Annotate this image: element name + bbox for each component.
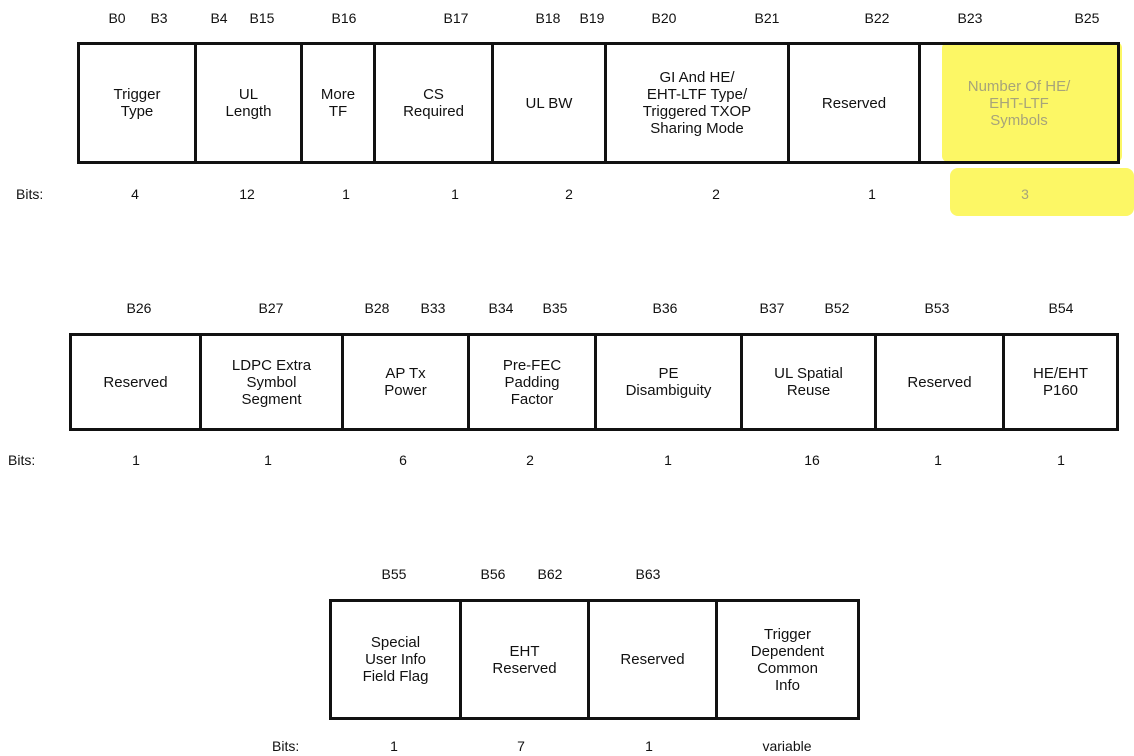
field-gi-and-he-eht-ltf-type: GI And HE/ EHT-LTF Type/ Triggered TXOP Sharing Mode [607,45,790,161]
bit-label: B36 [652,300,678,316]
bits-value: 6 [399,452,407,468]
field-reserved: Reserved [790,45,921,161]
bit-label: B23 [957,10,983,26]
bits-value: 1 [664,452,672,468]
field-ul-bw: UL BW [494,45,607,161]
bits-value: 1 [451,186,459,202]
field-reserved: Reserved [72,336,202,428]
bits-value: 16 [804,452,820,468]
field-trigger-type: Trigger Type [80,45,197,161]
bit-label: B19 [579,10,605,26]
bits-value: 1 [132,452,140,468]
bit-label: B34 [488,300,514,316]
bits-value: 1 [390,738,398,754]
field-cs-required: CS Required [376,45,494,161]
bit-label: B35 [542,300,568,316]
bits-row-label: Bits: [16,186,44,202]
field-special-user-info-field-flag: Special User Info Field Flag [332,602,462,717]
bits-row-label: Bits: [8,452,36,468]
bit-label: B37 [759,300,785,316]
bit-label: B62 [537,566,563,582]
bits-value: variable [762,738,812,754]
bit-label: B16 [331,10,357,26]
highlight-mark-bits [950,168,1134,216]
bit-label: B53 [924,300,950,316]
bit-label: B22 [864,10,890,26]
bit-label: B27 [258,300,284,316]
row2-field-table [69,333,1119,431]
bits-value: 2 [526,452,534,468]
bits-value: 1 [342,186,350,202]
field-reserved: Reserved [590,602,718,717]
bits-value: 2 [565,186,573,202]
bits-value: 1 [934,452,942,468]
bit-label: B0 [108,10,126,26]
row3-field-table [329,599,860,720]
bits-value: 7 [517,738,525,754]
bit-label: B25 [1074,10,1100,26]
bit-label: B3 [150,10,168,26]
bits-value: 1 [645,738,653,754]
bit-label: B21 [754,10,780,26]
bit-label: B17 [443,10,469,26]
field-pe-disambiguity: PE Disambiguity [597,336,743,428]
field-ap-tx-power: AP Tx Power [344,336,470,428]
field-pre-fec-padding-factor: Pre-FEC Padding Factor [470,336,597,428]
field-ul-spatial-reuse: UL Spatial Reuse [743,336,877,428]
bit-label: B33 [420,300,446,316]
field-ul-length: UL Length [197,45,303,161]
bit-label: B20 [651,10,677,26]
field-he-eht-p160: HE/EHT P160 [1032,365,1088,399]
row1-field-table [77,42,1120,164]
bit-label: B15 [249,10,275,26]
bits-value: 12 [239,186,255,202]
bit-label: B52 [824,300,850,316]
field-eht-reserved: EHT Reserved [462,602,590,717]
bit-label: B18 [535,10,561,26]
field-more-tf: More TF [303,45,376,161]
bit-label: B63 [635,566,661,582]
bit-label: B4 [210,10,228,26]
bit-label: B28 [364,300,390,316]
bits-value: 3 [1021,186,1029,202]
bits-row-label: Bits: [272,738,300,754]
bits-value: 1 [868,186,876,202]
bits-value: 2 [712,186,720,202]
bits-value: 4 [131,186,139,202]
bit-label: B55 [381,566,407,582]
field-number-of-he-eht-ltf-symbols: Number Of HE/ EHT-LTF Symbols [967,77,1071,129]
field-ldpc-extra-symbol-segment: LDPC Extra Symbol Segment [202,336,344,428]
bit-label: B26 [126,300,152,316]
bit-label: B56 [480,566,506,582]
bits-value: 1 [1057,452,1065,468]
bit-label: B54 [1048,300,1074,316]
field-reserved: Reserved [877,336,1005,428]
field-trigger-dependent-common-info: Trigger Dependent Common Info [750,625,825,694]
bits-value: 1 [264,452,272,468]
